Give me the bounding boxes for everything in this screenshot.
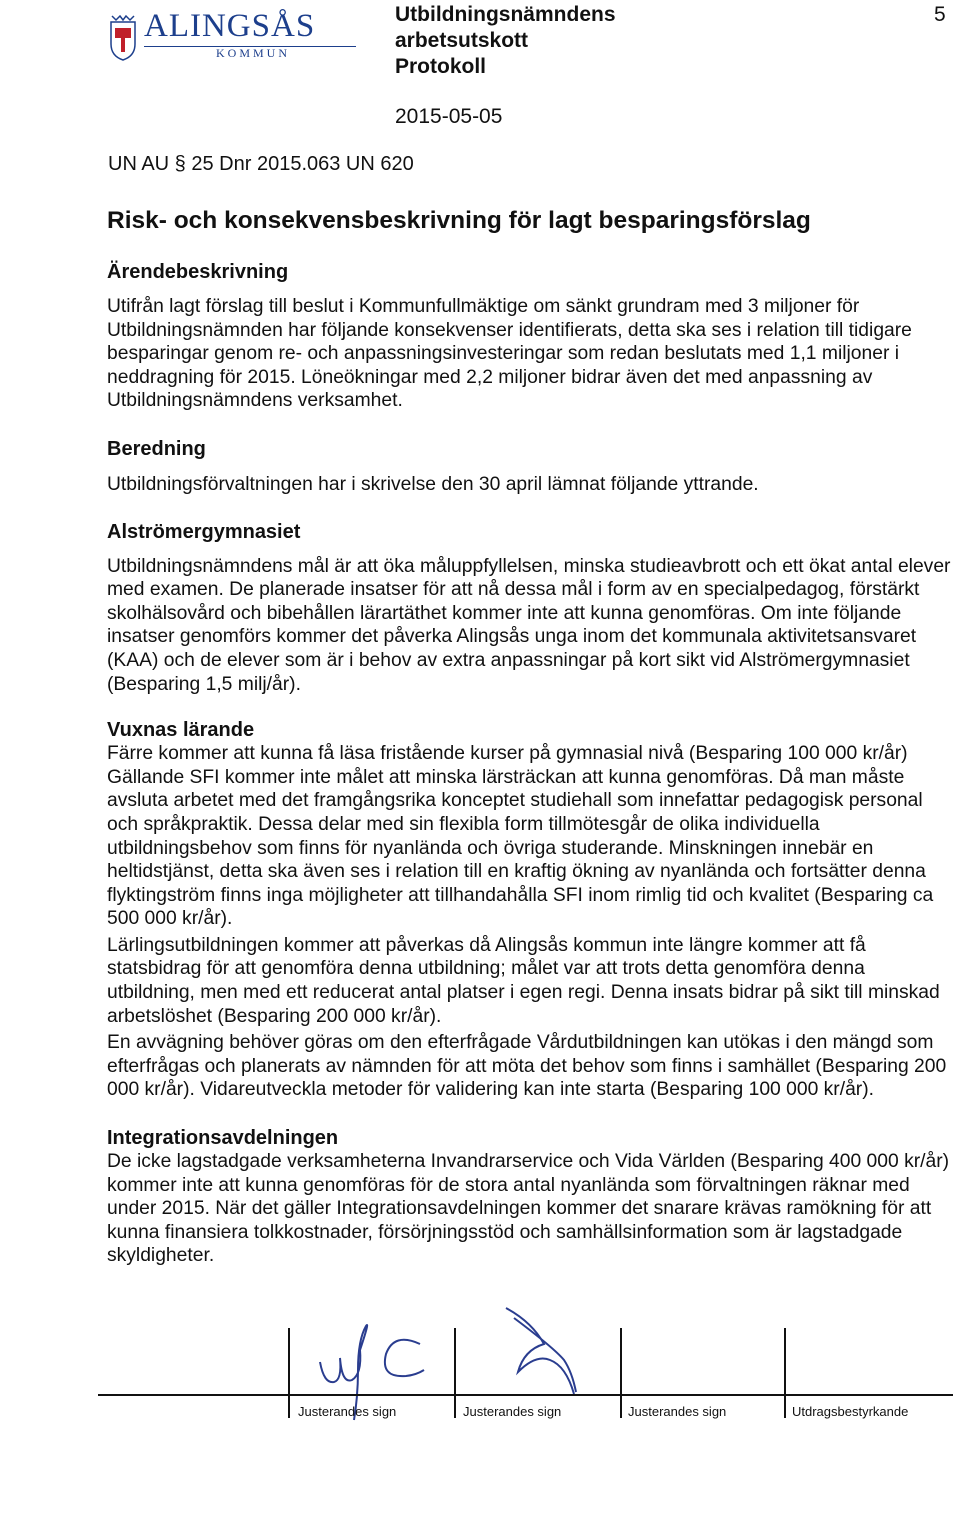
meeting-date: 2015-05-05 (395, 105, 503, 128)
signature-divider (454, 1328, 456, 1418)
signature-label: Utdragsbestyrkande (792, 1404, 909, 1419)
case-reference: UN AU § 25 Dnr 2015.063 UN 620 (108, 153, 414, 175)
logo-subtitle: KOMMUN (216, 46, 291, 60)
section-heading: Beredning (107, 437, 206, 460)
signature-divider (620, 1328, 622, 1418)
signature-block (98, 1300, 953, 1430)
section-paragraph: Utbildningsnämndens mål är att öka måluppfyllelsen, minska studieavbrott och ett ökat antal elever med examen. De planerade insatser för att nå dessa mål i form av en specialpedagog, förstärkt skolhälsovård och bibehållen lärartäthet kommer inte att kunna genomföras. Om inte följande insatser genomförs kommer det påverka Alingsås unga inom det kommunala aktivitetsansvaret (KAA) och de elever som är i behov av extra anpassningar på kort sikt vid Alströmergymnasiet (Besparing 1,5 milj/år). (107, 555, 951, 695)
section-paragraph: En avvägning behöver göras om den efterfrågade Vårdutbildningen kan utökas i den mängd som efterfrågas och planerats av nämnden för att möta det behov som finns i samhället (Besparing 200 000 kr/år). Vidareutveckla metoder för validering kan inte starta (Besparing 100 000 kr/år). (107, 1032, 947, 1101)
header-title-line: Protokoll (395, 55, 487, 78)
header-title-line: Utbildningsnämndens (395, 3, 616, 26)
section-heading: Vuxnas lärande (107, 719, 255, 742)
signature-divider (288, 1328, 290, 1418)
section-heading: Alströmergymnasiet (107, 520, 301, 543)
section-paragraph: De icke lagstadgade verksamheterna Invandrarservice och Vida Världen (Besparing 400 000 kr/år) kommer inte att kunna genomföras för de stora antal nyanlända som förvaltningen räknar med under 2015. När det gäller Integrationsavdelningen kommer det snarare krävas ramökning för att kunna finansiera tolkkostnader, försörjningsstöd och samhällsinformation som är lagstadgade skyldigheter. (107, 1151, 950, 1267)
document-title: Risk- och konsekvensbeskrivning för lagt besparingsförslag (107, 207, 811, 234)
signature-label: Justerandes sign (463, 1404, 562, 1419)
header-title-line: arbetsutskott (395, 29, 529, 52)
municipality-logo (108, 6, 358, 66)
logo-wordmark: ALINGSÅS (144, 8, 316, 44)
section-paragraph: Lärlingsutbildningen kommer att påverkas då Alingsås kommun inte längre kommer att få statsbidrag för att genomföra denna utbildning; målet var att trots detta genomföra denna utbildning, men med ett reducerat antal platser i egen regi. Denna insats bidrar på sikt till minskad arbetslöshet (Besparing 200 000 kr/år). (107, 934, 940, 1027)
crest-icon (108, 12, 138, 62)
section-paragraph: Utbildningsförvaltningen har i skrivelse den 30 april lämnat följande yttrande. (107, 473, 759, 495)
section-paragraph: Utifrån lagt förslag till beslut i Kommunfullmäktige om sänkt grundram med 3 miljoner för Utbildningsnämnden har följande konsekvenser identifierats, detta ska ses i relation till tidigare besparingar genom re- och anpassningsinvesteringar som redan beslutats med 1,1 miljoner i neddragning för 2015. Löneökningar med 2,2 miljoner bidrar även det med anpassning av Utbildningsnämndens verksamhet. (107, 296, 912, 412)
page-number: 5 (934, 3, 946, 26)
header-title (395, 2, 616, 80)
signature-divider (784, 1328, 786, 1418)
signature-line (98, 1394, 953, 1396)
document-body (107, 205, 952, 1268)
section-paragraph: Färre kommer att kunna få läsa fristående kurser på gymnasial nivå (Besparing 100 000 kr/år) Gällande SFI kommer inte målet att minska lärsträckan att kunna genomföras. Då man måste avsluta arbetet med det framgångsrika konceptet studiehall som innefattar pedagogisk personal och språkpraktik. Dessa delar med sin flexibla form tillmötesgår de olika individuella utbildningsbehov som finns för nyanlända och övriga studerande. Minskningen innebär en heltidstjänst, detta ska även ses i relation till en kraftig ökning av nyanlända och fortsätter denna flyktingström finns inga möjligheter att tillhandahålla SFI inom rimlig tid och kvalitet (Besparing ca 500 000 kr/år). (107, 743, 934, 930)
section-heading: Ärendebeskrivning (107, 261, 289, 283)
signature-label: Justerandes sign (298, 1404, 397, 1419)
signature-label: Justerandes sign (628, 1404, 727, 1419)
section-heading: Integrationsavdelningen (107, 1127, 339, 1150)
